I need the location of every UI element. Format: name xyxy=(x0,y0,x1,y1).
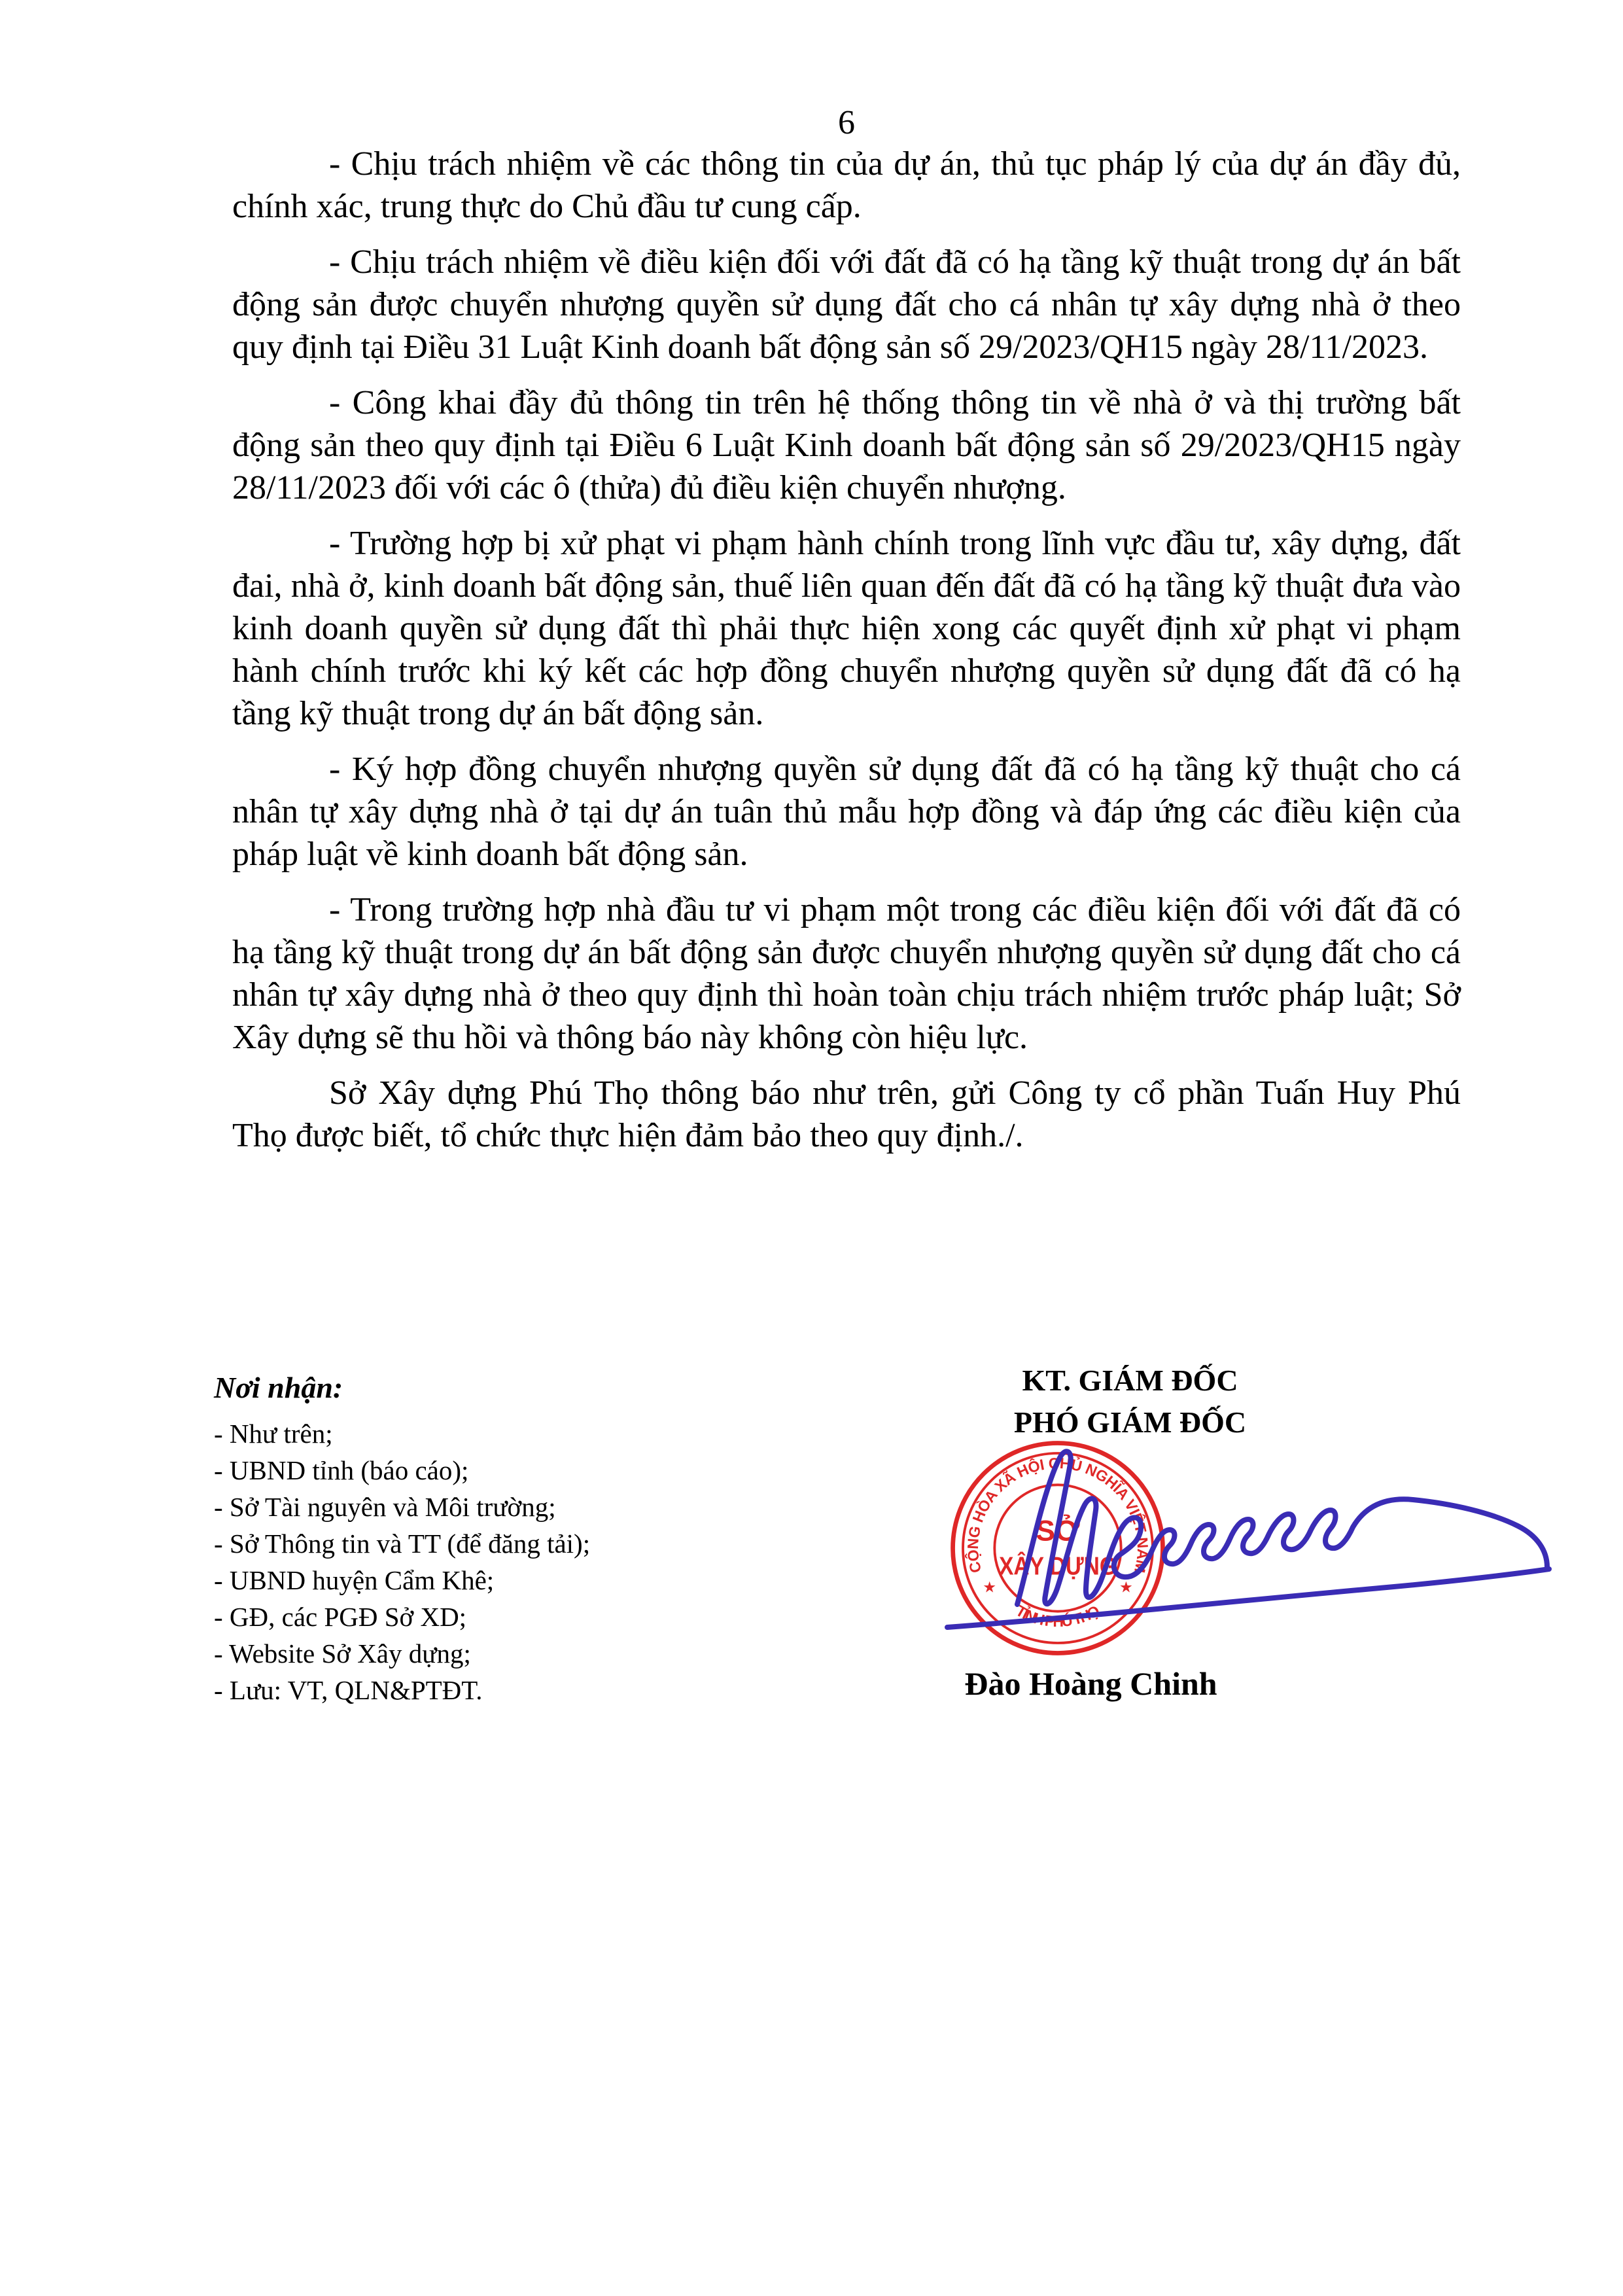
document-body xyxy=(232,143,1461,1170)
stamp-arc-bottom-text: TỈNH PHÚ THỌ xyxy=(1013,1602,1103,1631)
stamp-star-left-icon: ★ xyxy=(983,1578,996,1596)
paragraph: - Chịu trách nhiệm về điều kiện đối với đất đã có hạ tầng kỹ thuật trong dự án bất động sản được chuyển nhượng quyền sử dụng đất cho cá nhân tự xây dựng nhà ở theo quy định tại Điều 31 Luật Kinh doanh bất động sản số 29/2023/QH15 ngày 28/11/2023. xyxy=(232,243,1461,366)
stamp-center-line1: SỞ xyxy=(1036,1515,1080,1547)
recipients-block xyxy=(214,1370,711,1708)
stamp-arc-top-text: CỘNG HÒA XÃ HỘI CHỦ NGHĨA VIỆT NAM xyxy=(964,1454,1152,1575)
paragraph: - Công khai đầy đủ thông tin trên hệ thống thông tin về nhà ở và thị trường bất động sản theo quy định tại Điều 6 Luật Kinh doanh bất động sản số 29/2023/QH15 ngày 28/11/2023 đối với các ô (thửa) đủ điều kiện chuyển nhượng. xyxy=(232,384,1461,506)
paragraph: - Trường hợp bị xử phạt vi phạm hành chính trong lĩnh vực đầu tư, xây dựng, đất đai, nhà ở, kinh doanh bất động sản, thuế liên quan đến đất đã có hạ tầng kỹ thuật đưa vào kinh doanh quyền sử dụng đất thì phải thực hiện xong các quyết định xử phạt vi phạm hành chính trước khi ký kết các hợp đồng chuyển nhượng quyền sử dụng đất đã có hạ tầng kỹ thuật trong dự án bất động sản. xyxy=(232,525,1461,732)
stamp-center-line2: XÂY DỰNG xyxy=(999,1552,1135,1581)
recipient-item: - UBND huyện Cẩm Khê; xyxy=(214,1565,495,1595)
recipient-item: - Sở Tài nguyên và Môi trường; xyxy=(214,1492,556,1522)
recipients-header: Nơi nhận: xyxy=(214,1371,343,1404)
paragraph: - Trong trường hợp nhà đầu tư vi phạm một trong các điều kiện đối với đất đã có hạ tầng kỹ thuật trong dự án bất động sản được chuyển nhượng quyền sử dụng đất cho cá nhân tự xây dựng nhà ở theo quy định thì hoàn toàn chịu trách nhiệm trước pháp luật; Sở Xây dựng sẽ thu hồi và thông báo này không còn hiệu lực. xyxy=(232,891,1461,1056)
signer-name: Đào Hoàng Chinh xyxy=(964,1665,1217,1702)
paragraph: - Ký hợp đồng chuyển nhượng quyền sử dụng đất đã có hạ tầng kỹ thuật cho cá nhân tự xây dựng nhà ở tại dự án tuân thủ mẫu hợp đồng và đáp ứng các điều kiện của pháp luật về kinh doanh bất động sản. xyxy=(232,751,1461,873)
signature-ink xyxy=(929,1426,1570,1642)
paragraph: Sở Xây dựng Phú Thọ thông báo như trên, gửi Công ty cổ phần Tuấn Huy Phú Thọ được biết, tổ chức thực hiện đảm bảo theo quy định./. xyxy=(232,1074,1461,1154)
recipient-item: - Như trên; xyxy=(214,1419,333,1449)
page-number: 6 xyxy=(838,104,855,141)
signer-title-acting: KT. GIÁM ĐỐC xyxy=(1022,1364,1238,1397)
paragraph: - Chịu trách nhiệm về các thông tin của dự án, thủ tục pháp lý của dự án đầy đủ, chính xác, trung thực do Chủ đầu tư cung cấp. xyxy=(232,145,1461,225)
stamp-star-right-icon: ★ xyxy=(1119,1578,1133,1596)
recipient-item: - Sở Thông tin và TT (để đăng tải); xyxy=(214,1528,591,1559)
recipient-item: - Lưu: VT, QLN&PTĐT. xyxy=(214,1675,483,1705)
signer-title-deputy: PHÓ GIÁM ĐỐC xyxy=(1013,1405,1247,1439)
recipient-item: - Website Sở Xây dựng; xyxy=(214,1638,471,1669)
recipient-item: - UBND tỉnh (báo cáo); xyxy=(214,1455,469,1485)
signature-underline-stroke xyxy=(947,1569,1549,1627)
recipient-item: - GĐ, các PGĐ Sở XD; xyxy=(214,1602,467,1632)
